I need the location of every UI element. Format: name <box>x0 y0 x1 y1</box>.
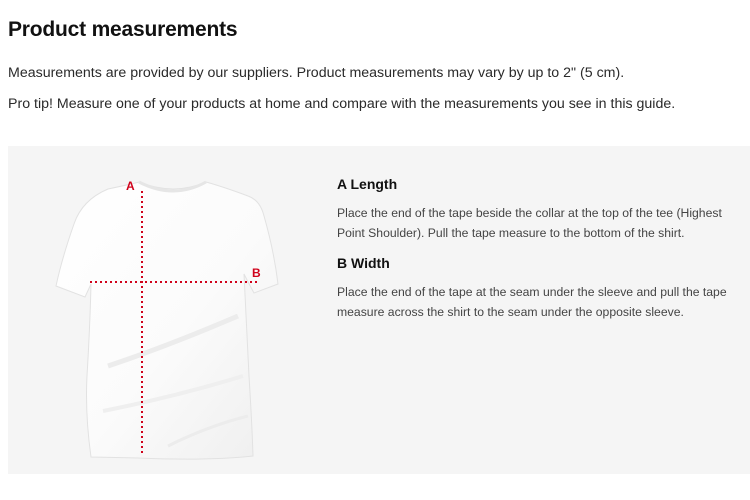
intro-pro-tip: Pro tip! Measure one of your products at home and compare with the measurements you see in this guide. <box>8 96 676 112</box>
page-title: Product measurements <box>8 18 238 41</box>
length-section <box>337 176 737 243</box>
marker-a-label: A <box>126 179 135 193</box>
width-heading: B Width <box>337 255 390 271</box>
tshirt-diagram <box>48 176 298 461</box>
length-heading: A Length <box>337 176 398 192</box>
measurement-guide-panel <box>8 146 750 474</box>
intro-supplier-note: Measurements are provided by our suppliers. Product measurements may vary by up to 2" (5 cm). <box>8 65 625 81</box>
width-description: Place the end of the tape at the seam under the sleeve and pull the tape measure across the shirt to the seam under the opposite sleeve. <box>337 285 727 319</box>
marker-b-label: B <box>252 266 261 280</box>
length-description: Place the end of the tape beside the collar at the top of the tee (Highest Point Shoulder). Pull the tape measure to the bottom of the shirt. <box>337 206 722 240</box>
width-section <box>337 255 737 322</box>
